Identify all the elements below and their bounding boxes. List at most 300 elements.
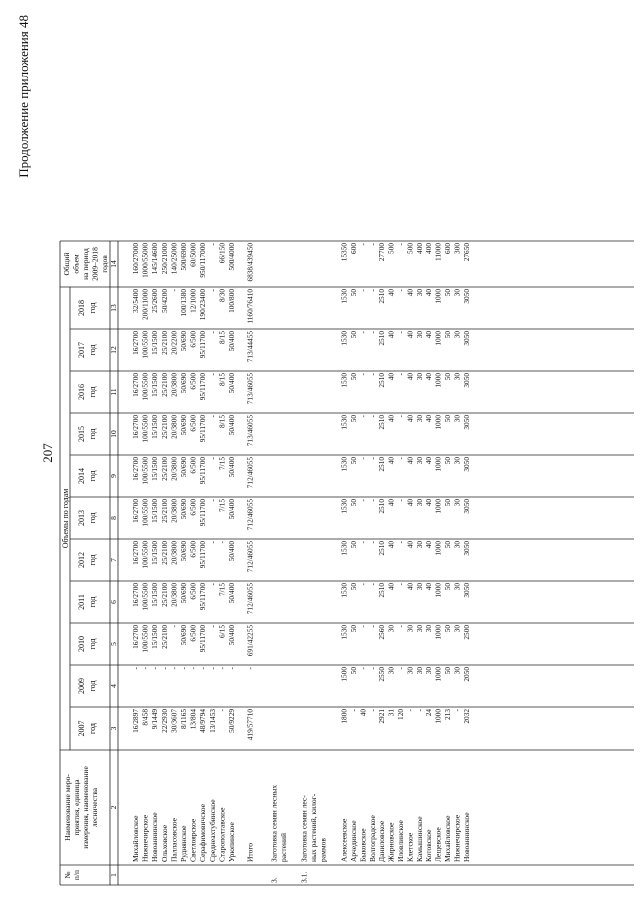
row-cell: 40 [405,541,415,549]
row-cell: 6/500 [188,499,198,516]
row-cell: 950/117000 [198,243,208,278]
header-year: 2016 [77,384,86,400]
row-name: Руднянское [179,825,188,862]
row-cell: 50 [349,331,358,339]
row-cell: 95/11700 [198,625,208,653]
row-cell: 100/5500 [140,625,150,653]
row-cell: 3050 [461,541,471,556]
row-cell: 30 [414,625,424,633]
row-cell: 16/2897 [131,709,140,733]
row-cell: 30 [414,583,424,591]
column-number: 5 [109,642,118,646]
row-cell: 40 [405,583,415,591]
row-cell: 40 [405,457,415,465]
row-cell: 100/5500 [140,541,150,569]
row-cell: 95/11700 [198,415,208,443]
row-cell: 2050 [461,667,471,682]
row-name: Светлоярское [188,818,198,862]
row-cell: 2510 [377,331,387,346]
header-year: 2017 [77,342,86,358]
row-cell: 25/2100 [159,457,169,481]
header-no: п/п [72,869,81,881]
row-cell: 1000 [433,499,443,514]
row-cell: 25/2100 [159,331,169,355]
header-year: 2013 [77,510,86,526]
section-3-1-title: раммов [318,838,328,862]
header-year: 2012 [77,552,86,568]
row-cell: 40 [424,457,434,465]
column-number: 9 [109,474,118,478]
row-name: Арчединское [349,820,358,862]
row-cell: - [207,243,217,246]
row-cell: 140/25000 [169,243,179,275]
row-cell: 30 [424,625,434,633]
column-number: 3 [109,726,118,731]
row-cell: - [198,667,208,670]
row-cell: 500/6900 [179,243,188,271]
row-cell: - [207,289,217,292]
row-cell: 50/400 [227,373,236,394]
row-name: Михайловское [131,815,140,862]
row-cell: - [217,709,227,712]
header-name: лесничества [90,787,99,828]
row-cell: - [207,499,217,502]
row-cell: 3050 [461,583,471,598]
row-name: Урюпинское [227,822,236,862]
row-cell: 1530 [339,499,349,514]
row-cell: 50 [443,331,452,339]
column-number: 4 [109,684,118,688]
row-cell: 713/44455 [245,331,255,363]
row-cell: 30 [414,499,424,507]
row-name: Ольховское [159,824,169,862]
row-cell: 50 [349,499,358,507]
row-cell: 6/15 [217,625,227,638]
row-cell: - [207,625,217,628]
header-name: измерения, наименование [81,766,90,849]
row-cell: 1000 [433,541,443,556]
column-number: 1 [109,873,118,877]
row-cell: 8/458 [140,709,150,726]
row-cell: 2510 [377,289,387,304]
row-cell: 40 [405,415,415,423]
row-cell: 250/21000 [159,243,169,275]
row-cell: 100/5500 [140,331,150,359]
row-cell: - [396,541,405,544]
row-cell: - [217,541,227,544]
row-cell: 24 [424,709,434,717]
row-name: Камышинское [414,816,424,862]
row-cell: 6838/439450 [245,243,255,282]
row-cell: 50/400 [227,625,236,646]
header-no: № [63,871,72,879]
row-cell: 40 [424,499,434,507]
row-cell: 40 [424,415,434,423]
header-volumes-title: Объемы по годам [61,488,70,549]
row-cell: 40 [386,499,396,507]
header-year-unit: год [88,638,97,650]
row-cell: - [367,541,377,544]
row-cell: 20/3800 [169,499,179,523]
row-cell: 20/3800 [169,415,179,439]
row-cell: 30 [452,331,462,339]
row-cell: - [367,243,377,246]
row-cell: 1000 [433,415,443,430]
row-cell: 1530 [339,331,349,346]
row-cell: 50/400 [227,499,236,520]
header-year: 2014 [77,468,86,484]
row-cell: 120 [396,709,405,720]
row-cell: 419/57710 [245,709,255,741]
row-cell: 712/46055 [245,583,255,615]
row-cell: 25/2100 [159,583,169,607]
row-name: Серафимовичское [198,804,208,862]
row-cell: 6/500 [188,331,198,348]
row-cell: 1800 [339,709,349,724]
row-cell: 30 [405,667,415,675]
row-name: Лещевское [433,827,443,862]
row-cell: 40 [386,373,396,381]
row-cell: 712/46055 [245,499,255,531]
row-cell: - [396,289,405,292]
header-total: Общий [62,252,71,276]
row-cell: 100/1380 [179,289,188,317]
row-cell: 50 [349,625,358,633]
row-cell: - [358,243,368,246]
row-cell: 50/400 [227,457,236,478]
row-cell: 3050 [461,373,471,388]
row-cell: - [358,499,368,502]
row-cell: 500 [386,243,396,254]
row-cell: 30 [424,667,434,675]
row-cell: 6/500 [188,541,198,558]
row-cell: 30 [452,625,462,633]
row-cell: 1530 [339,289,349,304]
row-cell: 50/400 [227,415,236,436]
row-cell: 13/804 [188,709,198,730]
row-cell: 7/15 [217,583,227,596]
row-cell: 50/690 [179,499,188,520]
row-cell: 95/11700 [198,541,208,569]
header-year-unit: год [88,554,97,566]
row-cell: 40 [424,373,434,381]
row-cell: - [358,541,368,544]
row-cell: 2560 [377,625,387,640]
row-cell: - [367,331,377,334]
row-cell: 50 [443,415,452,423]
row-cell: 50/690 [179,625,188,646]
continuation-title: Продолжение приложения 48 [16,15,31,178]
row-cell: - [396,331,405,334]
row-cell: 1530 [339,583,349,598]
row-cell: 50/690 [179,457,188,478]
row-cell: 12/1000 [188,289,198,313]
row-cell: 25/2100 [159,415,169,439]
header-name: Наименование меро- [63,774,72,841]
row-name: Нижнечирское [140,814,150,862]
row-cell: 1000 [433,667,443,682]
row-cell: 8/15 [217,373,227,386]
row-cell: 15/1500 [150,457,160,481]
row-cell: 7/15 [217,457,227,470]
row-cell: - [358,373,368,376]
row-cell: 1530 [339,457,349,472]
row-cell: 25/2100 [159,499,169,523]
row-cell: 213 [443,709,452,720]
row-cell: 20/3800 [169,583,179,607]
row-cell: 2510 [377,583,387,598]
row-cell: 600 [349,243,358,254]
row-cell: 6/500 [188,583,198,600]
row-cell: 1160/76410 [245,289,255,324]
row-name: Итого [245,843,255,862]
row-cell: 2510 [377,415,387,430]
row-cell: 2510 [377,457,387,472]
row-cell: 100/5500 [140,373,150,401]
row-cell: 30 [405,625,415,633]
row-cell: 40 [386,583,396,591]
row-cell: 100/5500 [140,415,150,443]
row-cell: - [140,667,150,670]
column-number: 8 [109,516,118,520]
row-cell: - [396,625,405,628]
row-cell: 2550 [377,667,387,682]
column-number: 11 [109,388,118,396]
row-cell: - [396,667,405,670]
row-cell: 30 [452,457,462,465]
row-cell: - [358,583,368,586]
row-cell: 1000/55000 [140,243,150,278]
row-cell: 25/2100 [159,625,169,649]
row-cell: 50/400 [227,541,236,562]
row-cell: 30 [414,457,424,465]
row-cell: - [207,373,217,376]
row-cell: 16/2700 [131,415,140,439]
row-cell: 3050 [461,415,471,430]
row-cell: - [358,667,368,670]
row-cell: - [159,667,169,670]
row-cell: 500/4000 [227,243,236,271]
row-cell: 95/11700 [198,373,208,401]
row-cell: 1000 [433,625,443,640]
row-name: Новоаннинское [150,812,160,862]
header-year-unit: год [88,680,97,692]
column-number: 13 [109,304,118,312]
row-cell: 15/1500 [150,331,160,355]
row-cell: - [367,499,377,502]
row-cell: 40 [424,289,434,297]
row-cell: 3050 [461,331,471,346]
row-cell: 40 [405,331,415,339]
row-cell: 25/2100 [159,541,169,565]
row-cell: 15/1500 [150,373,160,397]
row-cell: 50/9229 [227,709,236,733]
row-cell: - [217,667,227,670]
row-cell: 100/800 [227,289,236,313]
row-name: Нижнечирское [452,814,462,862]
row-name: Палласовское [169,818,179,862]
row-name: Среднеахтубинское [207,799,217,862]
row-cell: 16/2700 [131,499,140,523]
row-cell: - [367,415,377,418]
header-year-unit: год [88,344,97,356]
row-cell: 1000 [433,457,443,472]
row-cell: 30 [452,583,462,591]
row-cell: 15/1500 [150,541,160,565]
row-cell: 60/5000 [188,243,198,267]
row-cell: - [367,457,377,460]
row-cell: - [396,457,405,460]
row-cell: 15/1500 [150,583,160,607]
row-cell: 30 [452,541,462,549]
row-name: Новоаннинское [461,812,471,862]
row-cell: 1530 [339,373,349,388]
row-cell: 50 [349,289,358,297]
row-cell: 30/3607 [169,709,179,733]
row-cell: 713/46055 [245,415,255,447]
row-name: Даниловское [377,820,387,862]
row-cell: 20/3800 [169,457,179,481]
row-cell: 145/14600 [150,243,160,275]
row-cell: - [452,709,462,712]
row-cell: - [367,289,377,292]
section-3-title: Заготовка семян лесных [269,784,279,862]
row-cell: 1530 [339,625,349,640]
header-year-unit: год [88,428,97,440]
header-year-unit: год [88,470,97,482]
row-cell: 11000 [433,243,443,261]
column-number: 12 [109,346,118,354]
row-name: Котовское [424,829,434,862]
row-cell: - [396,415,405,418]
row-cell: 50/4200 [159,289,169,313]
row-cell: 22/2930 [159,709,169,733]
row-cell: 40 [386,457,396,465]
row-cell: 40 [386,541,396,549]
row-cell: 600 [443,243,452,254]
row-cell: 50 [349,457,358,465]
row-cell: 190/23400 [198,289,208,321]
row-cell: 50 [443,289,452,297]
section-3-title: растений [279,832,289,862]
row-cell: 50/690 [179,415,188,436]
row-cell: 95/11700 [198,457,208,485]
row-cell: 15350 [339,243,349,262]
row-cell: - [207,415,217,418]
row-cell: 50 [443,667,452,675]
row-cell: 66/150 [217,243,227,264]
row-cell: - [367,583,377,586]
row-cell: 25/2600 [150,289,160,313]
row-cell: 50 [349,583,358,591]
row-cell: 2510 [377,541,387,556]
row-cell: - [150,667,160,670]
row-cell: 1500 [339,667,349,682]
row-cell: - [245,667,255,670]
row-name: Жирновское [386,822,396,862]
header-year-unit: год [88,386,97,398]
row-cell: 2510 [377,373,387,388]
row-cell: - [414,709,424,712]
row-cell: 50 [443,541,452,549]
row-cell: - [207,457,217,460]
row-cell: - [207,331,217,334]
header-year: 2015 [77,426,86,442]
row-cell: 27700 [377,243,387,262]
row-cell: 100/5500 [140,457,150,485]
row-cell: - [358,457,368,460]
header-year-unit: год [88,512,97,524]
row-cell: 691/42255 [245,625,255,657]
column-number: 7 [109,558,118,562]
row-cell: 30 [452,499,462,507]
row-cell: - [207,583,217,586]
row-cell: 1000 [433,709,443,724]
row-cell: - [367,625,377,628]
row-cell: 100/5500 [140,499,150,527]
row-cell: 712/46055 [245,457,255,489]
row-cell: 30 [452,289,462,297]
row-cell: 8/1165 [179,709,188,729]
row-cell: 50 [443,499,452,507]
row-cell: - [169,289,179,292]
row-cell: 16/2700 [131,373,140,397]
row-cell: 3050 [461,457,471,472]
row-cell: 50/690 [179,331,188,352]
row-cell: 8/15 [217,331,227,344]
row-cell: 50 [349,373,358,381]
row-cell: 20/2200 [169,331,179,355]
row-name: Волгоградское [367,815,377,862]
row-cell: 300 [452,243,462,254]
row-cell: 2921 [377,709,387,724]
row-cell: 1000 [433,289,443,304]
column-number: 14 [109,260,118,268]
row-name: Старополтавское [217,807,227,862]
row-cell: 16/2700 [131,457,140,481]
row-cell: 32/5400 [131,289,140,313]
row-cell: - [367,709,377,712]
header-total: 2009–2018 [90,247,100,281]
header-year: 2009 [77,678,86,694]
header-year-unit: год [88,302,97,314]
row-cell: 50 [443,373,452,381]
section-3-1-number: 3.1. [299,871,309,883]
row-cell: 16/2700 [131,625,140,649]
row-cell: 31 [386,709,396,717]
row-cell: 40 [386,289,396,297]
row-cell: 50/400 [227,331,236,352]
row-cell: 40 [424,583,434,591]
row-cell: 30 [386,667,396,675]
row-cell: 40 [424,331,434,339]
header-total: объем [71,254,81,274]
row-cell: 1000 [433,583,443,598]
row-name: Клетское [405,832,415,862]
table-cells [61,242,471,883]
row-cell: 50/690 [179,541,188,562]
row-cell: 3050 [461,289,471,304]
row-cell: 40 [386,331,396,339]
row-cell: 15/1500 [150,625,160,649]
row-cell: 500 [405,243,415,254]
row-cell: 50 [443,625,452,633]
row-cell: 95/11700 [198,499,208,527]
header-year: 2010 [77,636,86,652]
header-year-unit: год [88,596,97,608]
row-cell: - [405,709,415,712]
row-cell: - [358,331,368,334]
